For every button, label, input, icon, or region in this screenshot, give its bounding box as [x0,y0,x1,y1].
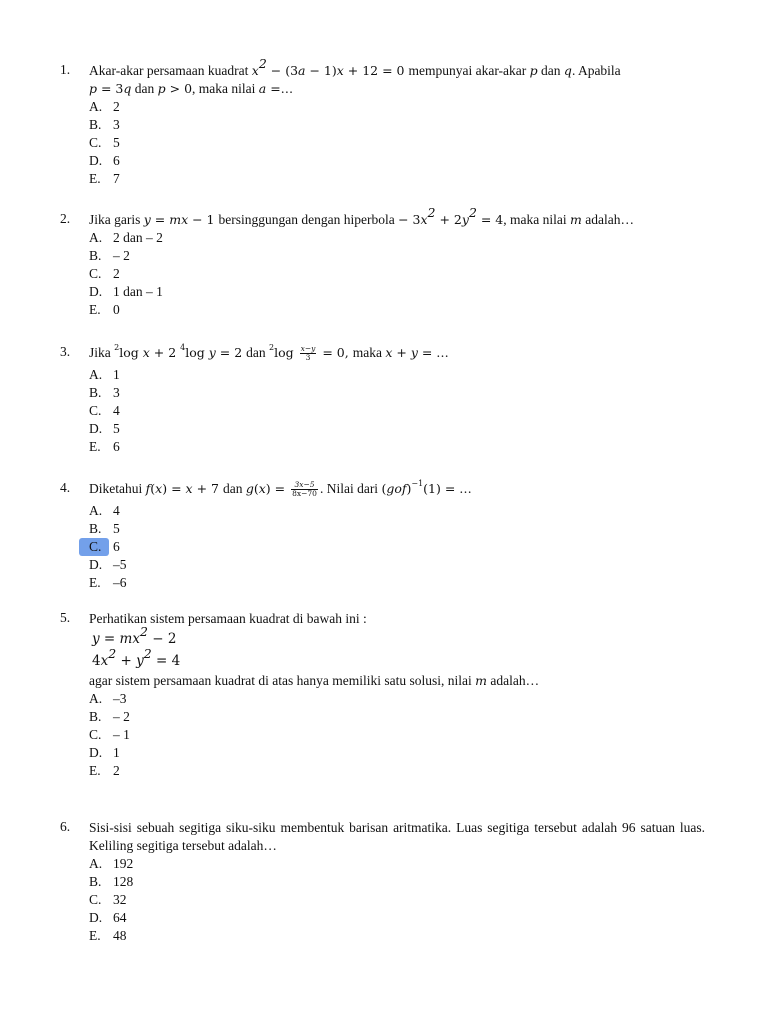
option-a[interactable]: A. 1 [89,367,120,382]
equation-1: $y = mx^2 - 2$ [92,624,177,647]
question-stem: Jika $^2$log x + 2 $^4$log y = 2 dan $^2$log $\frac{x-y}{3}$ = 0, maka x + y = … [89,343,449,363]
option-b[interactable]: B. 5 [89,521,120,536]
question-number: 2. [60,211,71,226]
option-b[interactable]: B. – 2 [89,248,130,263]
equation-2: $4x^2 + y^2 = 4$ [92,646,181,669]
option-d[interactable]: D. 5 [89,421,120,436]
option-d[interactable]: D. 1 [89,745,120,760]
question-2 [60,205,705,319]
option-e[interactable]: E. 7 [89,171,120,186]
question-number: 5. [60,610,71,625]
option-a[interactable]: A. 192 [89,856,134,871]
option-b[interactable]: B. 128 [89,874,134,889]
option-e[interactable]: E. –6 [89,575,127,590]
option-d[interactable]: D. –5 [89,557,127,572]
question-number: 6. [60,819,71,834]
option-b[interactable]: B. 3 [89,117,120,132]
option-c[interactable]: C. 4 [89,403,120,418]
option-c[interactable]: C. 5 [89,135,120,150]
question-number: 1. [60,62,71,77]
option-e[interactable]: E. 2 [89,763,120,778]
option-c-selected[interactable]: C. 6 [89,538,705,556]
question-5 [60,610,705,780]
option-e[interactable]: E. 48 [89,928,127,943]
question-stem: Perhatikan sistem persamaan kuadrat di bawah ini : [89,611,367,626]
question-stem: Diketahui f(x) = x + 7 dan g(x) = $\frac{3x-5}{8x-70}$ . Nilai dari (gof)$^{-1}$(1) = … [89,479,472,499]
question-4 [60,478,705,592]
option-d[interactable]: D. 64 [89,910,127,925]
question-6 [60,819,705,945]
question-stem: Jika garis y = mx − 1 bersinggungan dengan hiperbola − $3x^2 + 2y^2 = 4$, maka nilai m adalah… [89,205,634,227]
question-stem: Akar-akar persamaan kuadrat $x^2 - (3a - 1)x + 12 = 0$ mempunyai akar-akar p dan q. Apabila p = 3q dan p > 0, maka nilai a =… [89,56,621,96]
question-stem: Sisi-sisi sebuah segitiga siku-siku membentuk barisan aritmatika. Luas segitiga tersebut adalah 96 satuan luas. Keliling segitiga tersebut adalah… [89,820,705,853]
option-e[interactable]: E. 6 [89,439,120,454]
question-condition: agar sistem persamaan kuadrat di atas hanya memiliki satu solusi, nilai m adalah… [89,673,540,688]
option-c[interactable]: C. 32 [89,892,127,907]
option-b[interactable]: B. – 2 [89,709,130,724]
question-number: 3. [60,344,71,359]
question-1 [60,56,705,188]
option-e[interactable]: E. 0 [89,302,120,317]
option-c[interactable]: C. – 1 [89,727,130,742]
option-a[interactable]: A. –3 [89,691,127,706]
question-number: 4. [60,480,71,495]
option-a[interactable]: A. 2 [89,99,120,114]
option-b[interactable]: B. 3 [89,385,120,400]
option-d[interactable]: D. 6 [89,153,120,168]
option-c[interactable]: C. 2 [89,266,120,281]
question-3 [60,342,705,456]
option-d[interactable]: D. 1 dan – 1 [89,284,163,299]
option-a[interactable]: A. 2 dan – 2 [89,230,163,245]
option-a[interactable]: A. 4 [89,503,120,518]
